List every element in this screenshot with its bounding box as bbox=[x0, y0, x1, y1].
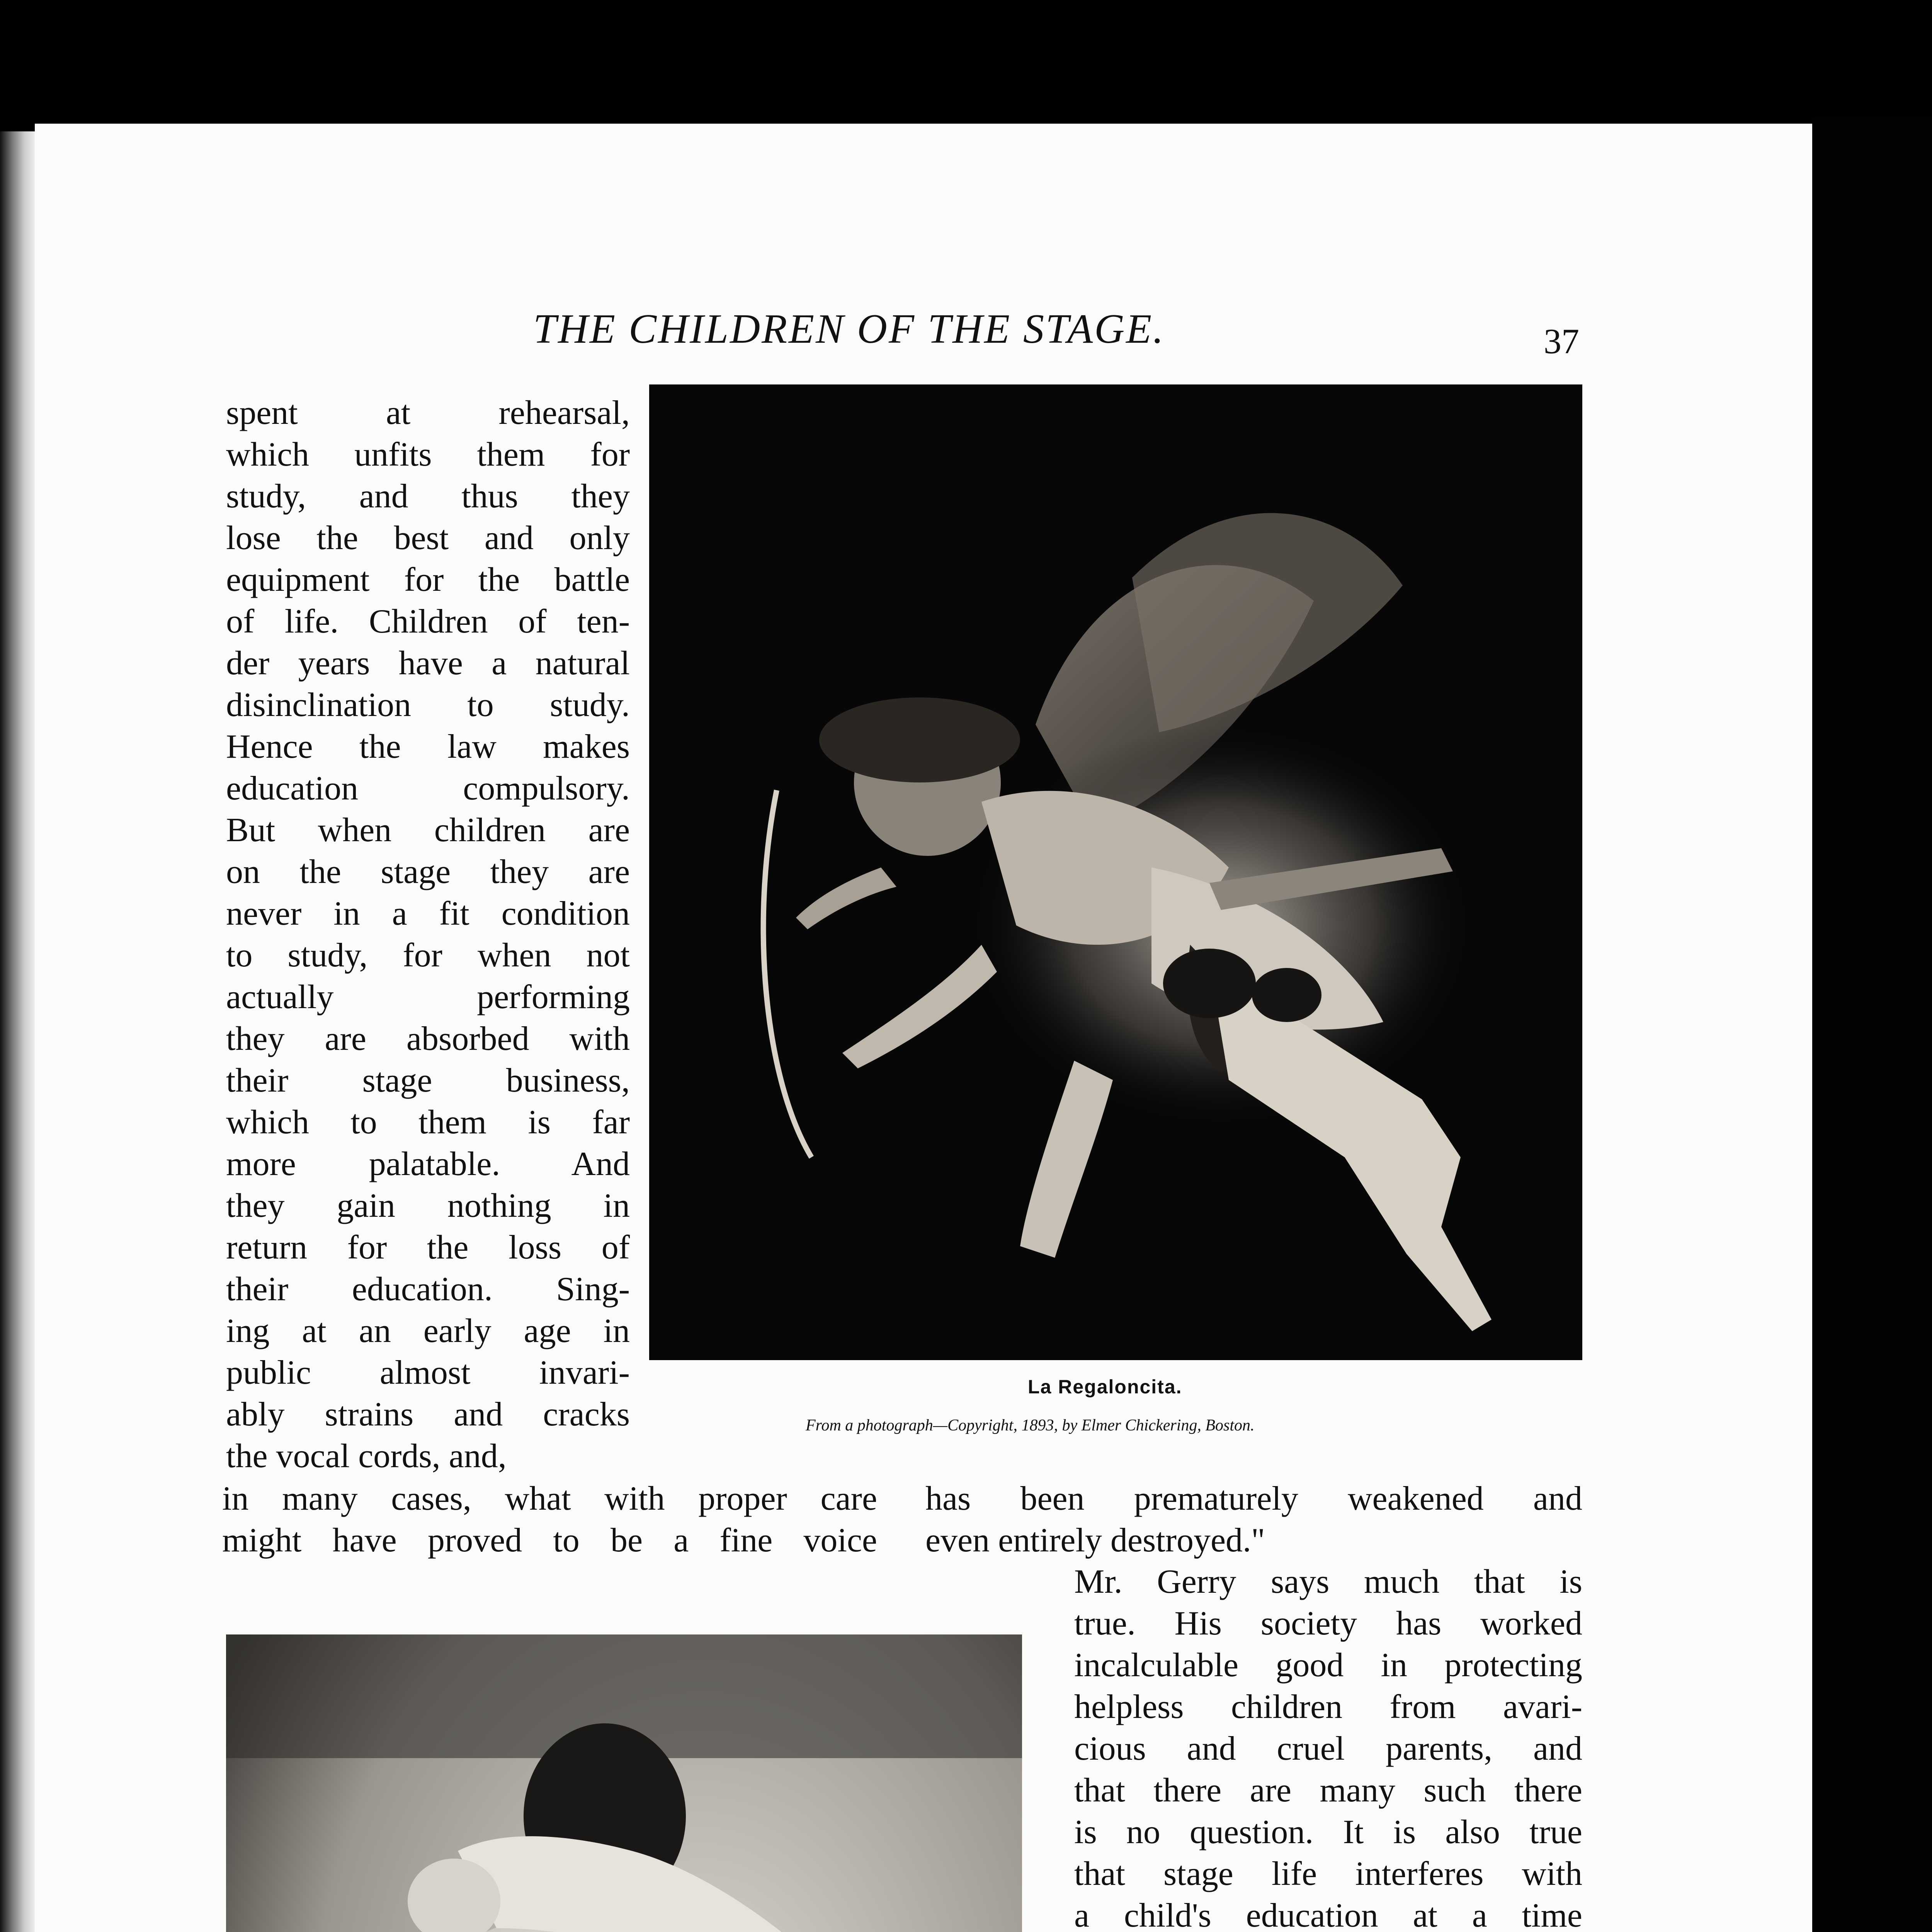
text-line: helpless children from avari- bbox=[1074, 1688, 1582, 1726]
text-line: which unfits them for bbox=[226, 436, 630, 473]
text-line: they are absorbed with bbox=[226, 1020, 630, 1058]
scan-background bbox=[1812, 116, 1932, 1932]
text-line: never in a fit condition bbox=[226, 895, 630, 932]
text-line: more palatable. And bbox=[226, 1145, 630, 1183]
text-line: education compulsory. bbox=[226, 770, 630, 807]
text-line: spent at rehearsal, bbox=[226, 394, 630, 432]
text-line: which to them is far bbox=[226, 1104, 630, 1141]
text-line: is no question. It is also true bbox=[1074, 1813, 1582, 1851]
text-line: cious and cruel parents, and bbox=[1074, 1730, 1582, 1767]
text-line: their education. Sing- bbox=[226, 1270, 630, 1308]
text-line: incalculable good in protecting bbox=[1074, 1646, 1582, 1684]
text-line: that stage life interferes with bbox=[1074, 1855, 1582, 1893]
text-line: But when children are bbox=[226, 811, 630, 849]
text-line: lose the best and only bbox=[226, 519, 630, 557]
text-line: public almost invari- bbox=[226, 1354, 630, 1391]
figure-caption-title: La Regaloncita. bbox=[1028, 1376, 1182, 1398]
text-line: even entirely destroyed." bbox=[925, 1522, 1265, 1559]
photo-ofelita bbox=[226, 1634, 1022, 1932]
text-line: their stage business, bbox=[226, 1062, 630, 1099]
text-line: true. His society has worked bbox=[1074, 1605, 1582, 1642]
text-line: study, and thus they bbox=[226, 478, 630, 515]
book-spine-edge bbox=[0, 131, 35, 1932]
photo-la-regaloncita bbox=[649, 384, 1582, 1360]
text-line: the vocal cords, and, bbox=[226, 1437, 507, 1475]
text-line: der years have a natural bbox=[226, 645, 630, 682]
text-line: disinclination to study. bbox=[226, 686, 630, 724]
text-line: actually performing bbox=[226, 978, 630, 1016]
text-line: Mr. Gerry says much that is bbox=[1074, 1563, 1582, 1600]
text-line: to study, for when not bbox=[226, 937, 630, 974]
text-line: that there are many such there bbox=[1074, 1772, 1582, 1809]
text-line: they gain nothing in bbox=[226, 1187, 630, 1225]
text-line: a child's education at a time bbox=[1074, 1897, 1582, 1932]
page-number: 37 bbox=[1544, 321, 1579, 361]
text-line: in many cases, what with proper care bbox=[222, 1480, 877, 1517]
text-line: on the stage they are bbox=[226, 853, 630, 891]
text-line: equipment for the battle bbox=[226, 561, 630, 599]
figure-caption-credit: From a photograph—Copyright, 1893, by Elmer Chickering, Boston. bbox=[806, 1417, 1255, 1434]
text-line: has been prematurely weakened and bbox=[925, 1480, 1582, 1517]
text-line: might have proved to be a fine voice bbox=[222, 1522, 877, 1559]
running-title: THE CHILDREN OF THE STAGE. bbox=[533, 306, 1165, 352]
text-line: return for the loss of bbox=[226, 1229, 630, 1266]
text-line: of life. Children of ten- bbox=[226, 603, 630, 640]
text-line: ing at an early age in bbox=[226, 1312, 630, 1350]
text-line: Hence the law makes bbox=[226, 728, 630, 765]
text-line: ably strains and cracks bbox=[226, 1396, 630, 1433]
